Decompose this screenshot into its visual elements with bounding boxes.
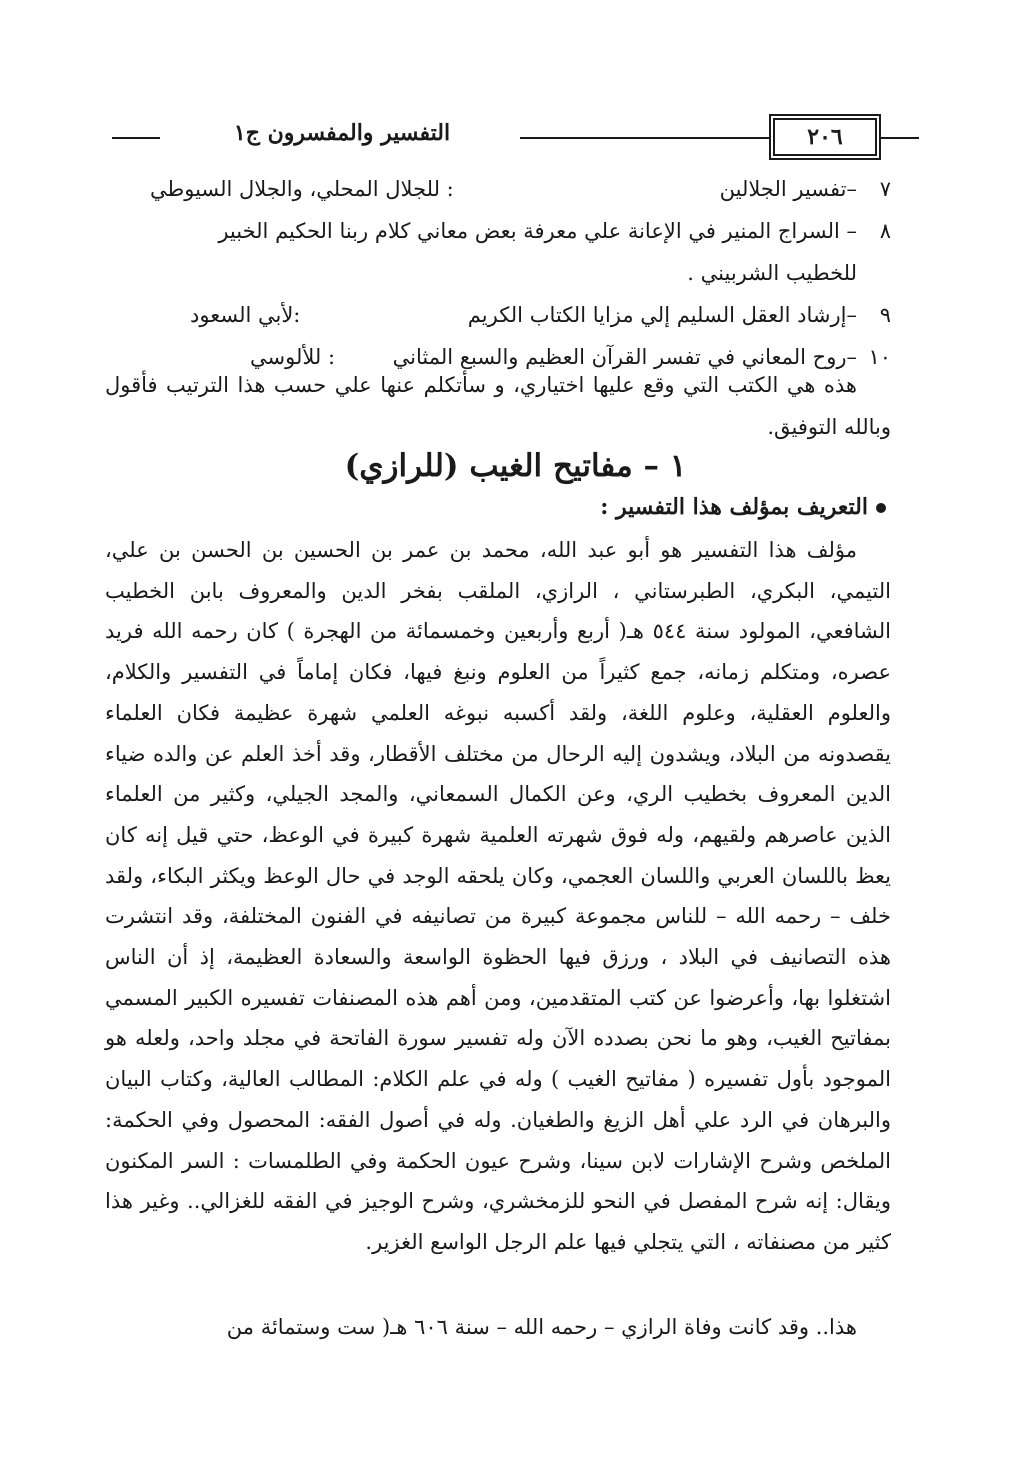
list-item-number: ٨ <box>879 219 891 243</box>
page-number: ٢٠٦ <box>773 118 877 156</box>
list-item-number: ٩ <box>879 303 891 327</box>
list-item-title: –تفسير الجلالين <box>719 177 857 201</box>
section-title: ١ – مفاتيح الغيب (للرازي) <box>344 448 687 484</box>
book-title: التفسير والمفسرون ج١ <box>233 120 451 146</box>
header-rule <box>112 137 160 139</box>
header-rule <box>520 137 769 139</box>
list-item-continuation <box>150 252 891 294</box>
list-item <box>150 294 891 336</box>
list-item-number: ١٠ <box>868 345 891 369</box>
running-header <box>112 118 919 158</box>
list-item-author: : للألوسي <box>250 345 336 369</box>
list-item-title: –روح المعاني في تفسر القرآن العظيم والسبع المثاني <box>392 345 857 369</box>
closing-paragraph: هذا.. وقد كانت وفاة الرازي – رحمه الله – سنة ٦٠٦ هـ( ست وستمائة من <box>226 1315 857 1339</box>
bullet-icon <box>876 503 886 513</box>
list-item-title: – السراج المنير في الإعانة علي معرفة بعض معاني كلام ربنا الحكيم الخبير <box>218 219 857 243</box>
list-item-author: :لأبي السعود <box>190 303 301 327</box>
list-item <box>150 210 891 252</box>
list-item-number: ٧ <box>879 177 891 201</box>
list-item <box>150 168 891 210</box>
header-rule <box>879 137 919 139</box>
body-paragraph: مؤلف هذا التفسير هو أبو عبد الله، محمد بن عمر بن الحسين بن الحسن بن علي، التيمي، البكري، الطبرستاني ، الرازي، الملقب بفخر الدين والمعروف بابن الخطيب الشافعي، المولود سنة ٥٤٤ هـ( أربع وأربعين وخمسمائة من الهجرة ) كان رحمه الله فريد عصره، ومتكلم زمانه، جمع كثيراً من العلوم ونبغ فيها، فكان إماماً في التفسير والكلام، والعلوم العقلية، وعلوم اللغة، ولقد أكسبه نبوغه العلمي شهرة عظيمة فكان العلماء يقصدونه من البلاد، ويشدون إليه الرحال من مختلف الأقطار، وقد أخذ العلم عن والده ضياء الدين المعروف بخطيب الري، وعن الكمال السمعاني، والمجد الجيلي، وكثير من العلماء الذين عاصرهم ولقيهم، وله فوق شهرته العلمية شهرة كبيرة في الوعظ، حتي قيل إنه كان يعظ باللسان العربي واللسان العجمي، وكان يلحقه الوجد في حال الوعظ ويكثر البكاء، ولقد خلف – رحمه الله – للناس مجموعة كبيرة من تصانيفه في الفنون المختلفة، وقد انتشرت هذه التصانيف في البلاد ، ورزق فيها الحظوة الواسعة والسعادة العظيمة، إذ أن الناس اشتغلوا بها، وأعرضوا عن كتب المتقدمين، ومن أهم هذه المصنفات تفسيره الكبير المسمي بمفاتيح الغيب، وهو ما نحن بصدده الآن وله تفسير سورة الفاتحة في مجلد واحد، ولعله هو الموجود بأول تفسيره ( مفاتيح الغيب ) وله في علم الكلام: المطالب العالية، وكتاب البيان والبرهان في الرد علي أهل الزيغ والطغيان. وله في أصول الفقه: المحصول وفي الحكمة: الملخص وشرح الإشارات لابن سينا، وشرح عيون الحكمة وفي الطلمسات : السر المكنون ويقال: إنه شرح المفصل في النحو للزمخشري، وشرح الوجيز في الفقه للغزالي.. وغير هذا كثير من مصنفاته ، التي يتجلي فيها علم الرجل الواسع الغزير. <box>105 538 891 1254</box>
list-item-title: –إرشاد العقل السليم إلي مزايا الكتاب الكريم <box>467 303 857 327</box>
list-item-author: للخطيب الشربيني . <box>687 261 857 285</box>
list-item-author: : للجلال المحلي، والجلال السيوطي <box>150 177 454 201</box>
subsection-title-text: التعريف بمؤلف هذا التفسير : <box>600 494 868 520</box>
subsection-title <box>600 494 886 520</box>
book-list <box>150 168 891 378</box>
intro-paragraph: هذه هي الكتب التي وقع عليها اختياري، و سأتكلم عنها علي حسب هذا الترتيب فأقول وبالله التوفيق. <box>105 373 891 439</box>
